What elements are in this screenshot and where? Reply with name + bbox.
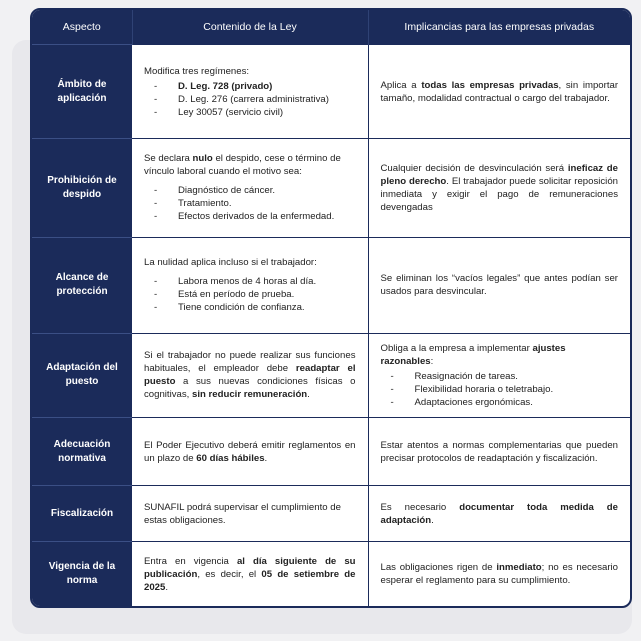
- aspect-cell: Ámbito de aplicación: [32, 45, 132, 139]
- aspect-cell: Prohibición de despido: [32, 139, 132, 237]
- table-row: [32, 333, 630, 417]
- law-summary-table: [32, 10, 630, 606]
- header-implicancias: Implicancias para las empresas privadas: [368, 10, 630, 45]
- implication-cell: Las obligaciones rigen de inmediato; no es necesario esperar el reglamento para su cumplimiento.: [368, 542, 630, 606]
- table-row: [32, 139, 630, 237]
- aspect-cell: Vigencia de la norma: [32, 542, 132, 606]
- implication-cell: [368, 333, 630, 417]
- header-aspecto: Aspecto: [32, 10, 132, 45]
- content-intro: La nulidad aplica incluso si el trabajador:: [144, 257, 317, 269]
- implication-cell: Es necesario documentar toda medida de adaptación.: [368, 486, 630, 542]
- content-intro: Se declara nulo el despido, cese o término de vínculo laboral cuando el motivo sea:: [144, 153, 341, 178]
- implication-cell: Aplica a todas las empresas privadas, sin importar tamaño, modalidad contractual o cargo del trabajador.: [368, 45, 630, 139]
- aspect-cell: Alcance de protección: [32, 237, 132, 333]
- content-cell: Si el trabajador no puede realizar sus funciones habituales, el empleador debe readaptar el puesto a sus nuevas condiciones físicas o cognitivas, sin reducir remuneración.: [132, 333, 368, 417]
- implication-cell: Estar atentos a normas complementarias que pueden precisar protocolos de readaptación y fiscalización.: [368, 417, 630, 485]
- header-row: [32, 10, 630, 45]
- list-item: - Labora menos de 4 horas al día.: [154, 276, 317, 288]
- header-contenido: Contenido de la Ley: [132, 10, 368, 45]
- list-item: - Ley 30057 (servicio civil): [154, 106, 284, 118]
- implication-intro: Obliga a la empresa a implementar ajustes razonables:: [380, 342, 566, 367]
- list-item: - Flexibilidad horaria o teletrabajo.: [390, 383, 554, 395]
- content-cell: [132, 45, 368, 139]
- table-row: [32, 237, 630, 333]
- law-summary-card: [30, 8, 632, 608]
- table-row: [32, 417, 630, 485]
- list-item: - Efectos derivados de la enfermedad.: [154, 211, 335, 223]
- implication-list: [381, 370, 619, 409]
- content-cell: [132, 139, 368, 237]
- table-row: [32, 45, 630, 139]
- content-list: [144, 80, 356, 119]
- list-item: - Adaptaciones ergonómicas.: [390, 396, 533, 408]
- table-row: [32, 486, 630, 542]
- list-item: - D. Leg. 276 (carrera administrativa): [154, 93, 329, 105]
- list-item: - Tratamiento.: [154, 198, 232, 210]
- content-cell: [132, 237, 368, 333]
- aspect-cell: Adecuación normativa: [32, 417, 132, 485]
- implication-cell: Se eliminan los “vacíos legales” que antes podían ser usados para desvincular.: [368, 237, 630, 333]
- list-item: - Diagnóstico de cáncer.: [154, 185, 276, 197]
- content-cell: Entra en vigencia al día siguiente de su publicación, es decir, el 05 de setiembre de 2025.: [132, 542, 368, 606]
- aspect-cell: Adaptación del puesto: [32, 333, 132, 417]
- table-row: [32, 542, 630, 606]
- content-list: [144, 275, 356, 314]
- content-cell: SUNAFIL podrá supervisar el cumplimiento de estas obligaciones.: [132, 486, 368, 542]
- list-item: - D. Leg. 728 (privado): [154, 80, 273, 92]
- implication-cell: Cualquier decisión de desvinculación será ineficaz de pleno derecho. El trabajador puede solicitar reposición inmediata y exigir el pago de remuneraciones devengadas: [368, 139, 630, 237]
- list-item: - Tiene condición de confianza.: [154, 302, 305, 314]
- content-list: [144, 184, 356, 223]
- content-intro: Modifica tres regímenes:: [144, 65, 250, 77]
- list-item: - Reasignación de tareas.: [390, 370, 518, 382]
- list-item: - Está en período de prueba.: [154, 289, 295, 301]
- aspect-cell: Fiscalización: [32, 486, 132, 542]
- content-cell: El Poder Ejecutivo deberá emitir reglamentos en un plazo de 60 días hábiles.: [132, 417, 368, 485]
